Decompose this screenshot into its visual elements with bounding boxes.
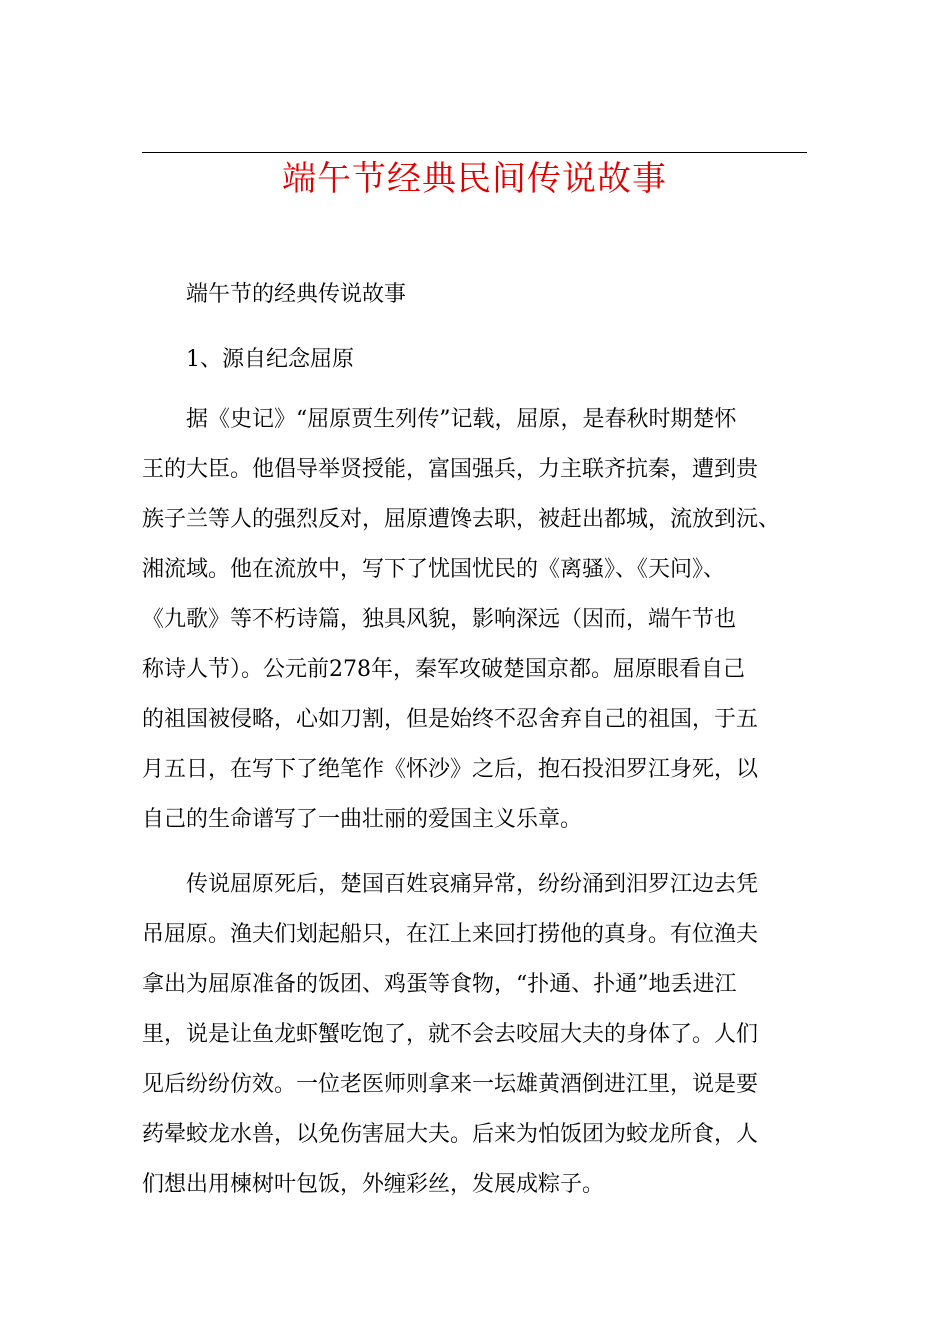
paragraph-line: 称诗人节）。公元前278年，秦军攻破楚国京都。屈原眼看自己 (142, 657, 745, 682)
paragraph-line: 们想出用楝树叶包饭，外缠彩丝，发展成粽子。 (142, 1172, 605, 1197)
header-rule (142, 152, 807, 153)
paragraph-line: 湘流域。他在流放中，写下了忧国忧民的《离骚》、《天问》、 (142, 557, 726, 582)
paragraph-line: 自己的生命谱写了一曲壮丽的爱国主义乐章。 (142, 807, 583, 832)
document-title: 端午节经典民间传说故事 (282, 159, 667, 199)
paragraph-line: 族子兰等人的强烈反对，屈原遭馋去职，被赶出都城，流放到沅、 (142, 507, 781, 532)
paragraph-line: 药晕蛟龙水兽，以免伤害屈大夫。后来为怕饭团为蛟龙所食，人 (142, 1122, 759, 1147)
paragraph-line: 吊屈原。渔夫们划起船只，在江上来回打捞他的真身。有位渔夫 (142, 922, 759, 947)
subtitle-text: 端午节的经典传说故事 (186, 282, 407, 307)
paragraph-line: 据《史记》“屈原贾生列传”记载，屈原，是春秋时期楚怀 (142, 407, 737, 432)
paragraph-line: 《九歌》等不朽诗篇，独具风貌，影响深远（因而，端午节也 (142, 607, 737, 632)
paragraph-line: 月五日，在写下了绝笔作《怀沙》之后，抱石投汨罗江身死，以 (142, 757, 759, 782)
section-heading (142, 335, 808, 385)
subtitle (142, 270, 808, 320)
paragraph-line: 的祖国被侵略，心如刀割，但是始终不忍舍弃自己的祖国，于五 (142, 707, 759, 732)
paragraph-line: 拿出为屈原准备的饭团、鸡蛋等食物，“扑通、扑通”地丢进江 (142, 972, 737, 997)
paragraph-line: 王的大臣。他倡导举贤授能，富国强兵，力主联齐抗秦，遭到贵 (142, 457, 759, 482)
paragraph-line: 里，说是让鱼龙虾蟹吃饱了，就不会去咬屈大夫的身体了。人们 (142, 1022, 759, 1047)
paragraph-1 (142, 395, 808, 845)
paragraph-line: 传说屈原死后，楚国百姓哀痛异常，纷纷涌到汨罗江边去凭 (142, 872, 759, 897)
paragraph-2 (142, 860, 808, 1210)
paragraph-line: 见后纷纷仿效。一位老医师则拿来一坛雄黄酒倒进江里，说是要 (142, 1072, 759, 1097)
section-heading-text: 1、源自纪念屈原 (186, 347, 354, 372)
